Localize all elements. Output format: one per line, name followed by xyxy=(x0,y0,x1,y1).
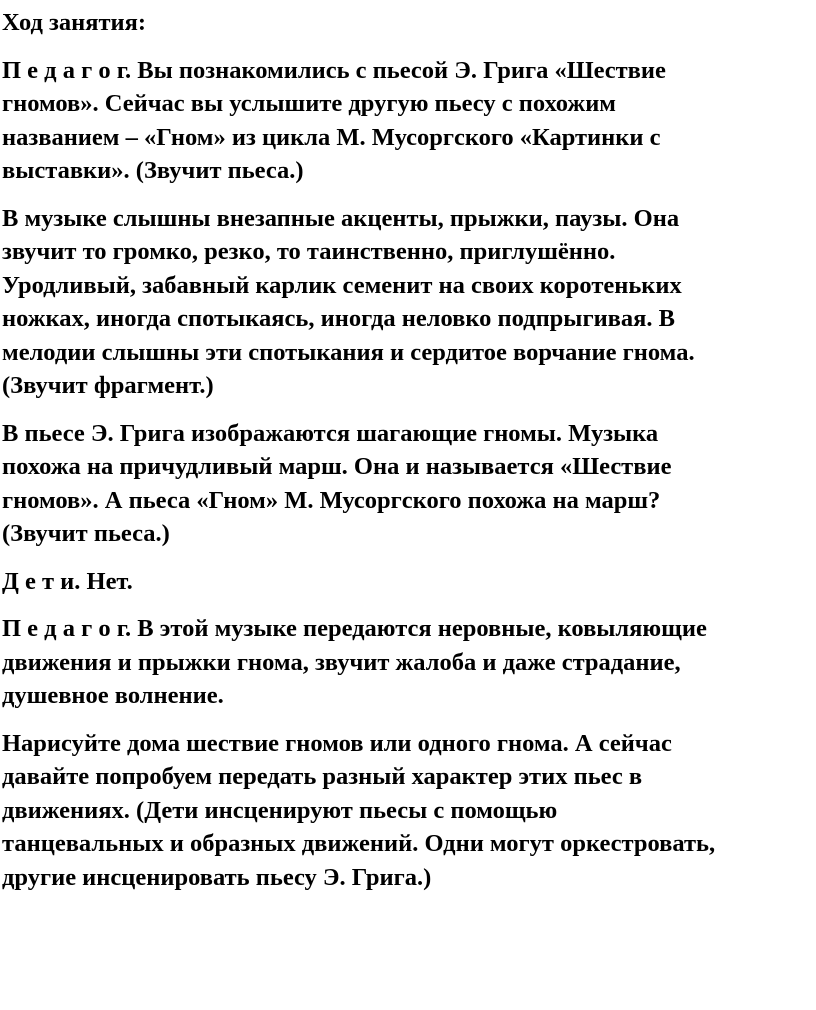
paragraph-line: (Звучит фрагмент.) xyxy=(2,372,214,399)
paragraph-line: ножках, иногда спотыкаясь, иногда неловко подпрыгивая. В xyxy=(2,305,676,332)
paragraph-line: давайте попробуем передать разный характер этих пьес в xyxy=(2,763,643,790)
paragraph-line: Нарисуйте дома шествие гномов или одного гнома. А сейчас xyxy=(2,729,672,757)
paragraph-line: В музыке слышны внезапные акценты, прыжки, паузы. Она xyxy=(2,204,680,232)
paragraph-2 xyxy=(2,202,814,403)
paragraph-6 xyxy=(2,727,814,895)
paragraph-line: В пьесе Э. Грига изображаются шагающие гномы. Музыка xyxy=(2,419,659,447)
paragraph-line: похожа на причудливый марш. Она и называется «Шествие xyxy=(2,453,672,480)
paragraph-line: звучит то громко, резко, то таинственно, приглушённо. xyxy=(2,238,616,265)
paragraph-line: гномов». Сейчас вы услышите другую пьесу с похожим xyxy=(2,90,616,117)
section-heading: Ход занятия: xyxy=(2,9,147,36)
paragraph-line: движения и прыжки гнома, звучит жалоба и даже страдание, xyxy=(2,648,681,676)
paragraph-line: Уродливый, забавный карлик семенит на своих коротеньких xyxy=(2,271,682,299)
paragraph-line: другие инсценировать пьесу Э. Грига.) xyxy=(2,863,432,891)
paragraph-line: мелодии слышны эти спотыкания и сердитое ворчание гнома. xyxy=(2,338,695,366)
paragraph-4 xyxy=(2,565,814,599)
paragraph-1 xyxy=(2,54,814,188)
paragraph-line: выставки». (Звучит пьеса.) xyxy=(2,157,304,184)
paragraph-line: гномов». А пьеса «Гном» М. Мусоргского похожа на марш? xyxy=(2,486,661,514)
paragraph-line: П е д а г о г. Вы познакомились с пьесой Э. Грига «Шествие xyxy=(2,56,666,84)
paragraph-line: названием – «Гном» из цикла М. Мусоргского «Картинки с xyxy=(2,123,661,151)
paragraph-line: движениях. (Дети инсценируют пьесы с помощью xyxy=(2,796,558,824)
paragraph-line: П е д а г о г. В этой музыке передаются неровные, ковыляющие xyxy=(2,615,707,642)
paragraph-line: танцевальных и образных движений. Одни могут оркестровать, xyxy=(2,830,716,857)
paragraph-line: (Звучит пьеса.) xyxy=(2,520,170,547)
paragraph-line: душевное волнение. xyxy=(2,682,224,709)
paragraph-line: Д е т и. Нет. xyxy=(2,567,133,595)
paragraph-3 xyxy=(2,417,814,551)
paragraph-5 xyxy=(2,612,814,713)
